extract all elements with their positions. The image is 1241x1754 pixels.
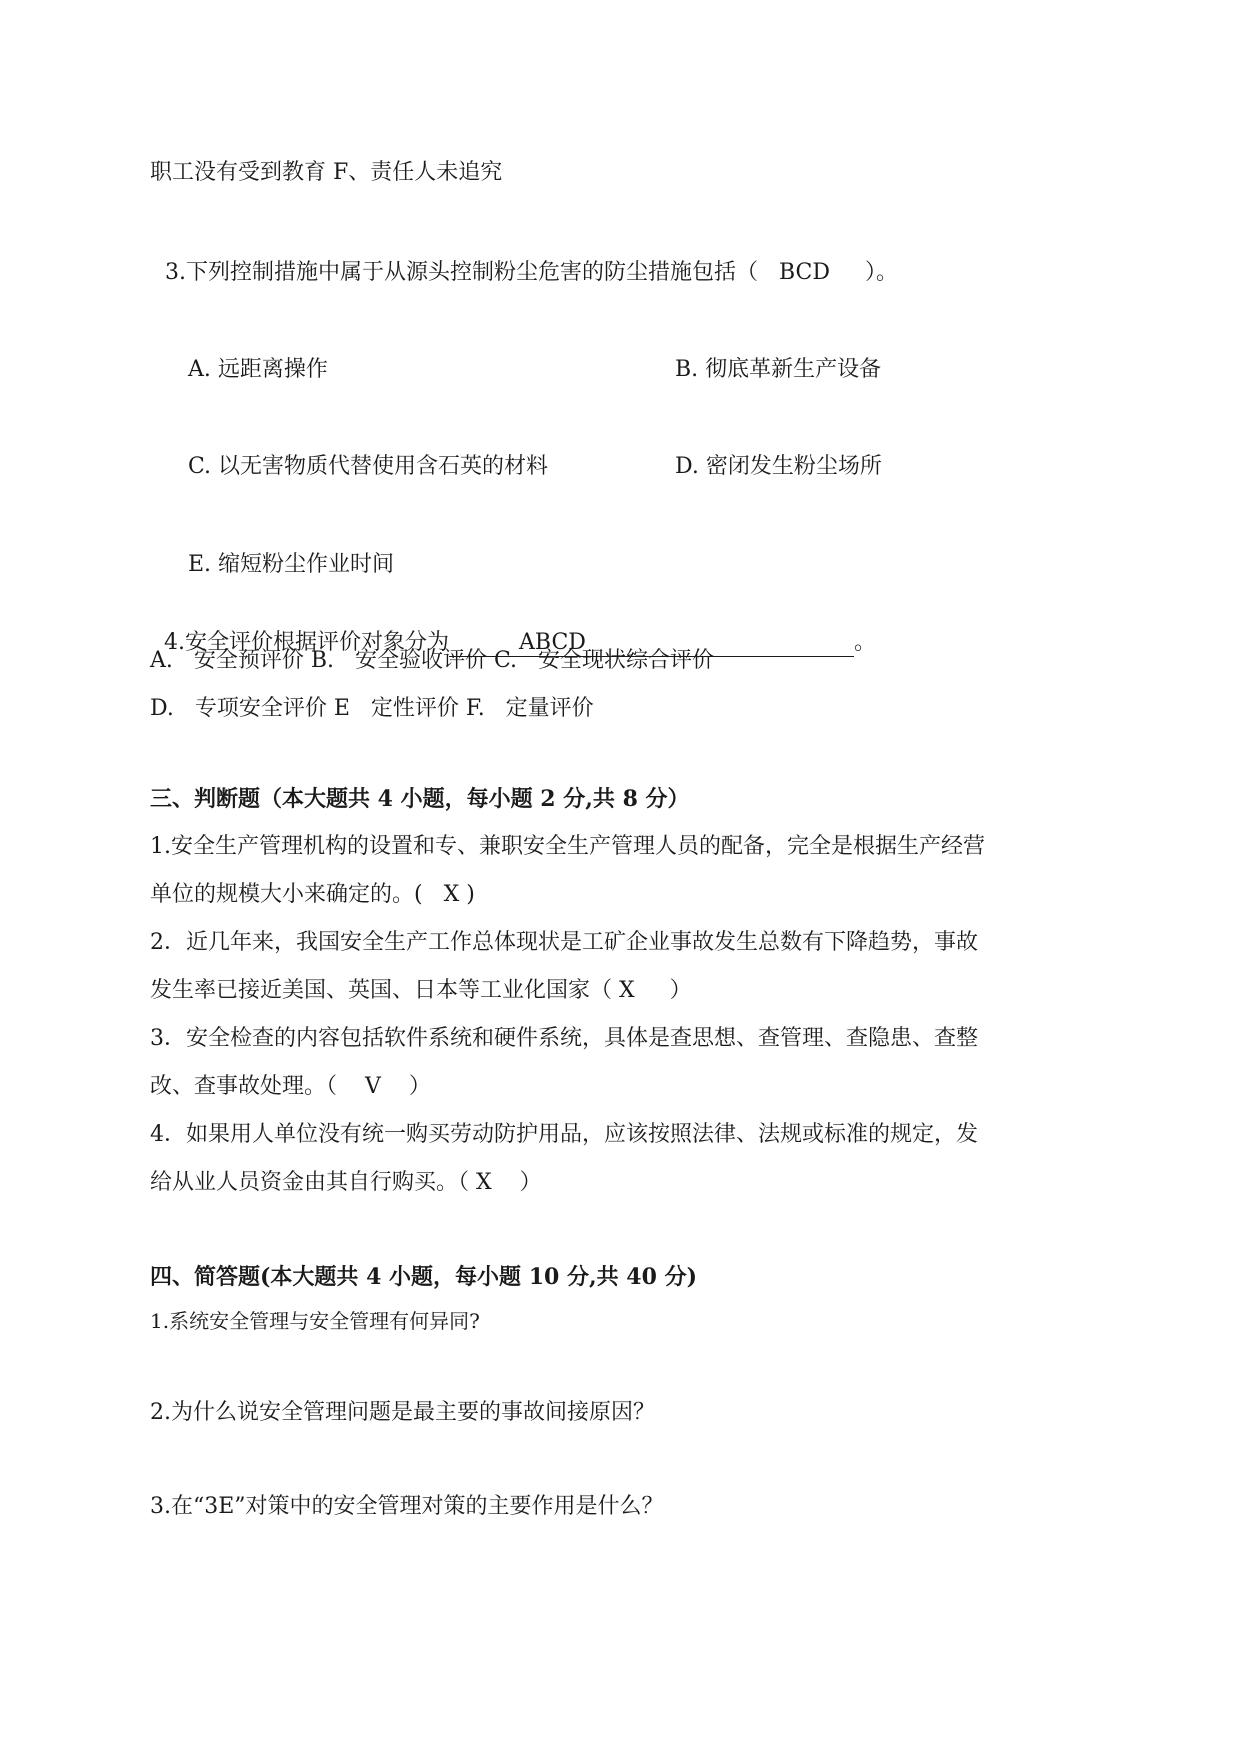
q3-option-e: E. 缩短粉尘作业时间 [188, 552, 395, 577]
tf-q1-line1: 1.安全生产管理机构的设置和专、兼职安全生产管理人员的配备，完全是根据生产经营 [150, 834, 985, 859]
tf-q3-line2: 改、查事故处理。（ V ） [150, 1074, 431, 1099]
short-answer-q3: 3.在“3E”对策中的安全管理对策的主要作用是什么？ [150, 1494, 664, 1519]
q3-option-c: C. 以无害物质代替使用含石英的材料 [188, 454, 549, 479]
q4-options-line2: D. 专项安全评价 E 定性评价 F. 定量评价 [150, 696, 594, 721]
section3-heading: 三、判断题（本大题共 4 小题，每小题 2 分,共 8 分） [150, 786, 690, 812]
q4-prefix: 4.安全评价根据评价对象分为 [164, 630, 449, 655]
q3-stem: 3.下列控制措施中属于从源头控制粉尘危害的防尘措施包括（ BCD ）。 [165, 260, 898, 285]
q2-continuation: 职工没有受到教育 F、责任人未追究 [150, 160, 503, 185]
tf-q2-line2: 发生率已接近美国、英国、日本等工业化国家（ X ） [150, 978, 692, 1003]
q3-option-d: D. 密闭发生粉尘场所 [675, 454, 882, 479]
q4-suffix: 。 [854, 630, 877, 655]
section4-heading: 四、简答题(本大题共 4 小题，每小题 10 分,共 40 分) [150, 1264, 697, 1290]
q3-option-b: B. 彻底革新生产设备 [675, 357, 882, 382]
short-answer-q2: 2.为什么说安全管理问题是最主要的事故间接原因？ [150, 1400, 655, 1425]
tf-q4-line2: 给从业人员资金由其自行购买。（ X ） [150, 1170, 542, 1195]
tf-q1-line2: 单位的规模大小来确定的。( X ) [150, 882, 475, 907]
tf-q2-line1: 2．近几年来，我国安全生产工作总体现状是工矿企业事故发生总数有下降趋势，事故 [150, 930, 978, 955]
q3-option-a: A. 远距离操作 [188, 357, 328, 382]
short-answer-q1: 1.系统安全管理与安全管理有何异同? [150, 1309, 480, 1333]
tf-q4-line1: 4．如果用人单位没有统一购买劳动防护用品，应该按照法律、法规或标准的规定，发 [150, 1122, 978, 1147]
q4-answer: ABCD [519, 630, 586, 655]
q4-options-line1: A. 安全预评价 B. 安全验收评价 C. 安全现状综合评价 [150, 648, 715, 673]
tf-q3-line1: 3．安全检查的内容包括软件系统和硬件系统，具体是查思想、查管理、查隐患、查整 [150, 1026, 978, 1051]
